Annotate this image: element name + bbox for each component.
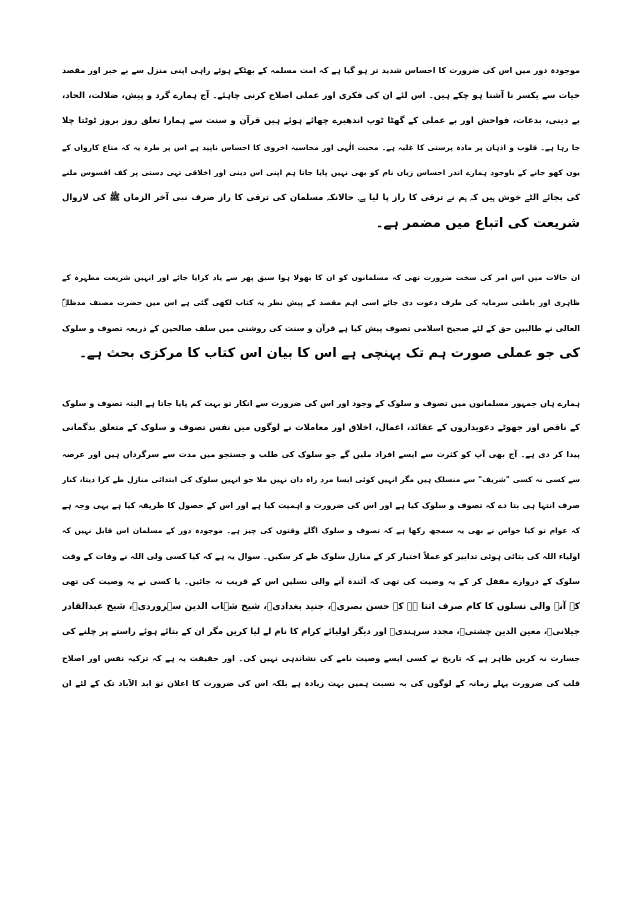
text-line: حیات سے یکسر نا آشنا ہو چکے ہیں۔ اس لئے ان کی فکری اور عملی اصلاح کرنی چاہئے۔ آج ہمارے گرد و پیش، ضلالت، الحاد، [62, 90, 580, 101]
text-line: کے ناقص اور جھوٹے دعویداروں کے عقائد، اعمال، اخلاق اور معاملات نے لوگوں میں نفس تصوف و سلوک کے متعلق بدگمانی [62, 423, 580, 433]
paragraph-2 [62, 265, 580, 367]
paragraph-3 [62, 391, 580, 697]
text-line: کی جو عملی صورت ہم تک پہنچی ہے اس کا بیان اس کتاب کا مرکزی بحث ہے۔ [79, 346, 580, 361]
text-line: جیلانیؒ، معین الدین چشتیؒ، مجدد سرہندیؒ اور دیگر اولیائے کرام کا نام لے لیا کریں مگر ان کے بتائے ہوئے راستے پر چلنے کی [62, 627, 580, 637]
text-line: بے دینی، بدعات، فواحش اور بے عملی کے گھٹا ٹوپ اندھیرے چھائے ہوئے ہیں قرآن و سنت سے ہمارا تعلق روز بروز ٹوٹتا چلا [62, 116, 580, 126]
document-page [62, 58, 580, 697]
text-line: العالی نے طالبین حق کے لئے صحیح اسلامی تصوف پیش کیا ہے قرآن و سنت کی روشنی میں سلف صالحین کے ذریعہ تصوف و سلوک [62, 323, 580, 333]
text-line: سے کسی نہ کسی "شریف" سے منسلک ہیں مگر انہیں کوئی ایسا مرد راہ دان نہیں ملا جو انہیں سلوک کی ابتدائی منازل طے کرا دیتا، کنار [62, 475, 580, 484]
paragraph-1 [62, 58, 580, 237]
text-line: کی بجائے الٹے خوش ہیں کہ ہم نے ترقی کا راز پا لیا ہے۔ حالانکہ مسلمان کی ترقی کا راز صرف نبی آخر الزماں ﷺ کی لازوال [62, 192, 580, 203]
text-line: پیدا کر دی ہے۔ آج بھی آپ کو کثرت سے ایسے افراد ملیں گے جو سلوک کی طلب و جستجو میں مدت سے سرگرداں ہیں اور عرصہ [62, 449, 580, 459]
text-line: شریعت کی اتباع میں مضمر ہے۔ [375, 216, 580, 231]
text-line: موجودہ دور میں اس کی ضرورت کا احساس شدید تر ہو گیا ہے کہ امت مسلمہ کے بھٹکے ہوئے راہی اپنی منزل سے بے خبر اور مقصد [62, 66, 580, 75]
text-line: ہمارے ہاں جمہور مسلمانوں میں تصوف و سلوک کے وجود اور اس کی ضرورت سے انکار تو بہت کم پایا جاتا ہے البتہ تصوف و سلوک [62, 398, 580, 408]
text-line: ان حالات میں اس امر کی سخت ضرورت تھی کہ مسلمانوں کو ان کا بھولا ہوا سبق پھر سے یاد کرایا جائے اور انہیں شریعت مطہرہ کے [62, 272, 580, 282]
text-line: یوں کھو جانے کے باوجود ہمارے اندر احساس زیاں نام کو بھی نہیں پایا جاتا ہم اپنی اس دینی اور اخلاقی تہی دستی پر کف افسوس ملنے [62, 168, 580, 177]
paragraph-gap [62, 367, 580, 391]
text-line: کہ عوام تو کیا خواص نے بھی یہ سمجھ رکھا ہے کہ تصوف و سلوک اگلے وقتوں کی چیز ہے۔ موجودہ دور کے مسلمان اس قابل نہیں کہ [62, 526, 580, 535]
text-line: جسارت نہ کریں ظاہر ہے کہ تاریخ نے کسی ایسے وصیت نامے کی نشاندہی نہیں کی۔ اور حقیقت یہ ہے کہ تزکیہ نفس اور اصلاح [62, 653, 580, 663]
paragraph-gap [62, 237, 580, 265]
text-line: ظاہری اور باطنی سرمایہ کی طرف دعوت دی جائے اسی اہم مقصد کے پیش نظر یہ کتاب لکھی گئی ہے اس میں حضرت مصنف مدظلہٗ [62, 298, 580, 307]
text-line: قلب کی ضرورت پہلے زمانہ کے لوگوں کی بہ نسبت ہمیں بہت زیادہ ہے بلکہ اس کی ضرورت کا اعلان تو ابد الآباد تک کے لئے ان [62, 679, 580, 688]
text-line: سلوک کے دروازے مقفل کر کے یہ وصیت کی تھی کہ آئندہ آنے والی نسلیں اس کے قریب نہ جائیں۔ یا کسی نے یہ وصیت کی تھی [62, 577, 580, 586]
text-line: کہ آنے والی نسلوں کا کام صرف اتنا ہے کہ حسن بصریؒ، جنید بغدادیؒ، شیخ شہاب الدین سہروردیؒ، شیخ عبدالقادر [62, 601, 580, 612]
text-line: جا رہا ہے۔ قلوب و اذہان پر مادہ پرستی کا غلبہ ہے۔ محبت الٰہی اور محاسبہ اخروی کا احساس ناپید ہے اس پر طرہ یہ کہ متاع کارواں کے [62, 142, 580, 152]
text-line: اولیاء اللہ کی بتائی ہوئی تدابیر کو عملاً اختیار کر کے منازل سلوک طے کر سکیں۔ سوال یہ ہے کہ کیا کسی ولی اللہ نے وفات کے وقت [62, 551, 580, 561]
text-line: صرف انتہا ہی بتا دے کہ تصوف و سلوک کیا ہے اور اس کی ضرورت و اہمیت کیا ہے اور اس کے حصول کا طریقہ کیا ہے یہی وجہ ہے [62, 500, 580, 510]
